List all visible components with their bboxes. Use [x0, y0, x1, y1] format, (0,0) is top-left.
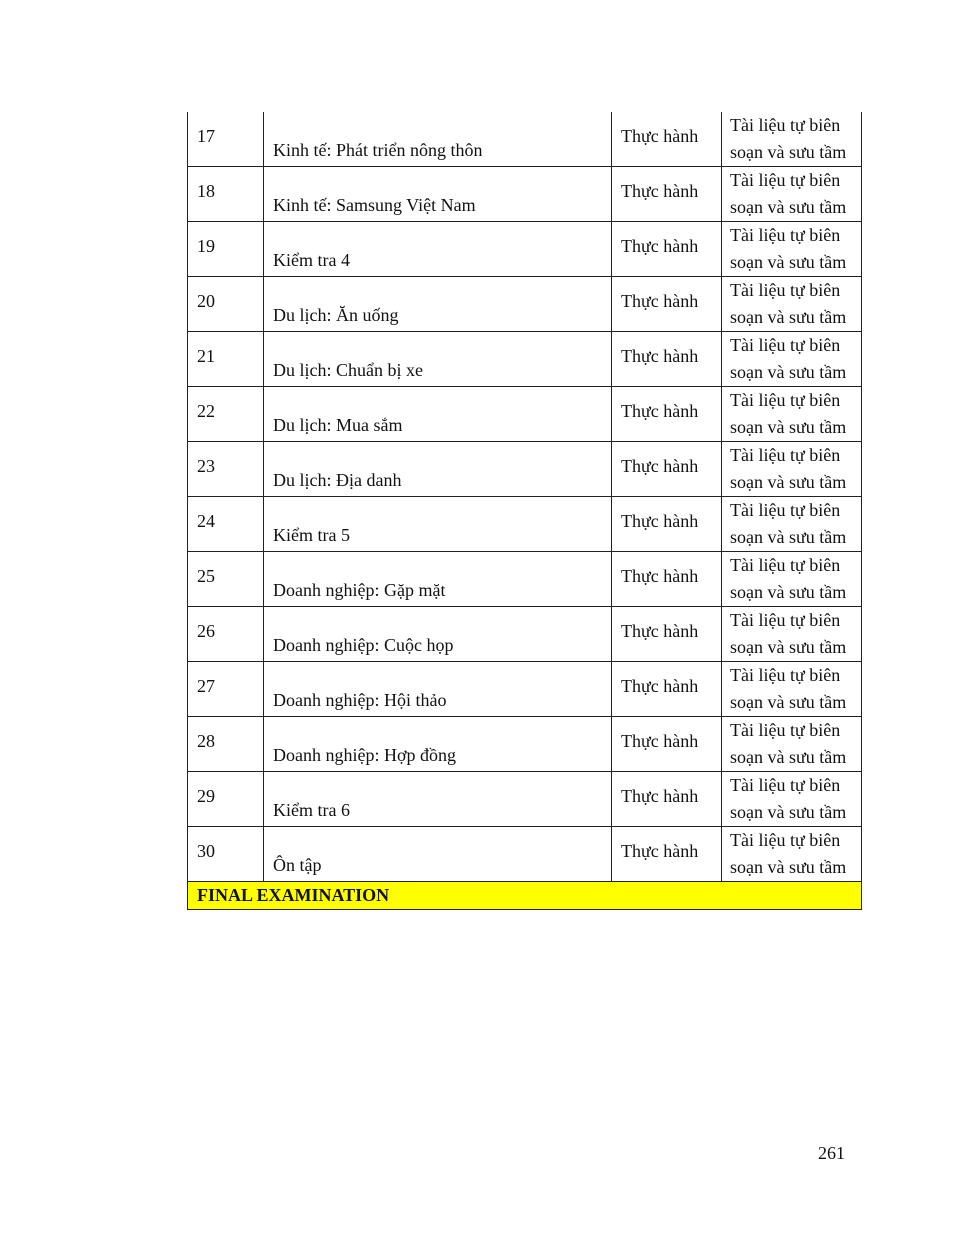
row-number: 22: [197, 401, 215, 421]
row-number: 18: [197, 181, 215, 201]
syllabus-table-body: [188, 112, 862, 910]
source-cell: [722, 772, 862, 827]
type-text: Thực hành: [621, 841, 699, 861]
type-text: Thực hành: [621, 456, 699, 476]
topic-text: Doanh nghiệp: Hợp đồng: [273, 745, 456, 765]
type-cell: [612, 332, 722, 387]
source-line-2: soạn và sưu tầm: [730, 362, 847, 382]
source-line-1: Tài liệu tự biên: [730, 280, 841, 300]
row-number: 20: [197, 291, 215, 311]
source-line-1: Tài liệu tự biên: [730, 335, 841, 355]
type-text: Thực hành: [621, 236, 699, 256]
table-row: [188, 497, 862, 552]
type-text: Thực hành: [621, 511, 699, 531]
table-row: [188, 277, 862, 332]
table-row: [188, 387, 862, 442]
page-number: 261: [818, 1143, 845, 1163]
table-row: [188, 772, 862, 827]
topic-cell: [264, 717, 612, 772]
type-text: Thực hành: [621, 126, 699, 146]
row-number: 30: [197, 841, 215, 861]
row-number: 25: [197, 566, 215, 586]
final-examination-cell: FINAL EXAMINATION: [188, 882, 862, 910]
row-number-cell: [188, 442, 264, 497]
table-row: [188, 442, 862, 497]
source-line-1: Tài liệu tự biên: [730, 665, 841, 685]
row-number-cell: [188, 497, 264, 552]
table-row: [188, 662, 862, 717]
type-text: Thực hành: [621, 181, 699, 201]
topic-text: Doanh nghiệp: Hội thảo: [273, 690, 447, 710]
table-row: [188, 332, 862, 387]
row-number: 24: [197, 511, 215, 531]
topic-cell: [264, 827, 612, 882]
source-line-2: soạn và sưu tầm: [730, 527, 847, 547]
topic-cell: [264, 112, 612, 167]
topic-text: Du lịch: Chuẩn bị xe: [273, 360, 423, 380]
type-cell: [612, 497, 722, 552]
source-line-1: Tài liệu tự biên: [730, 830, 841, 850]
row-number-cell: [188, 112, 264, 167]
row-number: 28: [197, 731, 215, 751]
row-number: 27: [197, 676, 215, 696]
source-line-1: Tài liệu tự biên: [730, 775, 841, 795]
source-line-2: soạn và sưu tầm: [730, 252, 847, 272]
row-number-cell: [188, 167, 264, 222]
row-number: 26: [197, 621, 215, 641]
source-line-2: soạn và sưu tầm: [730, 582, 847, 602]
type-cell: [612, 772, 722, 827]
row-number: 21: [197, 346, 215, 366]
topic-text: Ôn tập: [273, 855, 322, 875]
topic-text: Kinh tế: Samsung Việt Nam: [273, 195, 476, 215]
type-cell: [612, 167, 722, 222]
row-number: 29: [197, 786, 215, 806]
type-cell: [612, 277, 722, 332]
source-line-1: Tài liệu tự biên: [730, 555, 841, 575]
type-cell: [612, 552, 722, 607]
type-cell: [612, 387, 722, 442]
row-number-cell: [188, 552, 264, 607]
topic-cell: [264, 277, 612, 332]
topic-cell: [264, 607, 612, 662]
final-examination-row: [188, 882, 862, 910]
source-cell: [722, 222, 862, 277]
topic-cell: [264, 552, 612, 607]
source-line-2: soạn và sưu tầm: [730, 307, 847, 327]
topic-text: Kiểm tra 4: [273, 250, 350, 270]
source-line-2: soạn và sưu tầm: [730, 857, 847, 877]
type-cell: [612, 607, 722, 662]
topic-cell: [264, 167, 612, 222]
table-row: [188, 607, 862, 662]
row-number-cell: [188, 277, 264, 332]
source-cell: [722, 552, 862, 607]
source-cell: [722, 332, 862, 387]
table-row: [188, 167, 862, 222]
topic-cell: [264, 497, 612, 552]
type-text: Thực hành: [621, 731, 699, 751]
source-cell: [722, 497, 862, 552]
row-number-cell: [188, 827, 264, 882]
source-cell: [722, 607, 862, 662]
source-cell: [722, 167, 862, 222]
type-text: Thực hành: [621, 566, 699, 586]
type-cell: [612, 717, 722, 772]
type-text: Thực hành: [621, 291, 699, 311]
source-line-2: soạn và sưu tầm: [730, 637, 847, 657]
source-line-1: Tài liệu tự biên: [730, 390, 841, 410]
source-line-2: soạn và sưu tầm: [730, 472, 847, 492]
source-cell: [722, 442, 862, 497]
topic-text: Du lịch: Địa danh: [273, 470, 402, 490]
row-number-cell: [188, 332, 264, 387]
table-row: [188, 222, 862, 277]
source-line-2: soạn và sưu tầm: [730, 197, 847, 217]
row-number-cell: [188, 772, 264, 827]
row-number-cell: [188, 387, 264, 442]
type-cell: [612, 442, 722, 497]
syllabus-table: [187, 112, 862, 910]
table-row: [188, 717, 862, 772]
source-line-1: Tài liệu tự biên: [730, 720, 841, 740]
type-cell: [612, 112, 722, 167]
table-row: [188, 552, 862, 607]
row-number: 19: [197, 236, 215, 256]
source-line-2: soạn và sưu tầm: [730, 802, 847, 822]
source-cell: [722, 387, 862, 442]
source-line-2: soạn và sưu tầm: [730, 142, 847, 162]
type-text: Thực hành: [621, 786, 699, 806]
topic-cell: [264, 662, 612, 717]
source-cell: [722, 112, 862, 167]
row-number: 17: [197, 126, 215, 146]
topic-text: Kiểm tra 6: [273, 800, 350, 820]
topic-text: Doanh nghiệp: Gặp mặt: [273, 580, 446, 600]
table-row: [188, 112, 862, 167]
topic-cell: [264, 332, 612, 387]
type-cell: [612, 662, 722, 717]
type-text: Thực hành: [621, 621, 699, 641]
type-cell: [612, 222, 722, 277]
row-number-cell: [188, 717, 264, 772]
type-text: Thực hành: [621, 401, 699, 421]
topic-text: Kiểm tra 5: [273, 525, 350, 545]
source-cell: [722, 717, 862, 772]
topic-text: Kinh tế: Phát triển nông thôn: [273, 140, 483, 160]
topic-cell: [264, 387, 612, 442]
topic-text: Doanh nghiệp: Cuộc họp: [273, 635, 454, 655]
row-number-cell: [188, 222, 264, 277]
type-cell: [612, 827, 722, 882]
source-line-2: soạn và sưu tầm: [730, 692, 847, 712]
source-line-1: Tài liệu tự biên: [730, 445, 841, 465]
source-cell: [722, 662, 862, 717]
source-line-1: Tài liệu tự biên: [730, 225, 841, 245]
source-line-2: soạn và sưu tầm: [730, 747, 847, 767]
source-line-1: Tài liệu tự biên: [730, 500, 841, 520]
row-number-cell: [188, 607, 264, 662]
source-line-1: Tài liệu tự biên: [730, 610, 841, 630]
row-number-cell: [188, 662, 264, 717]
source-cell: [722, 277, 862, 332]
source-line-1: Tài liệu tự biên: [730, 115, 841, 135]
topic-cell: [264, 442, 612, 497]
topic-text: Du lịch: Ăn uống: [273, 305, 399, 325]
type-text: Thực hành: [621, 346, 699, 366]
source-line-2: soạn và sưu tầm: [730, 417, 847, 437]
topic-text: Du lịch: Mua sắm: [273, 415, 403, 435]
topic-cell: [264, 772, 612, 827]
topic-cell: [264, 222, 612, 277]
row-number: 23: [197, 456, 215, 476]
table-row: [188, 827, 862, 882]
source-cell: [722, 827, 862, 882]
type-text: Thực hành: [621, 676, 699, 696]
source-line-1: Tài liệu tự biên: [730, 170, 841, 190]
